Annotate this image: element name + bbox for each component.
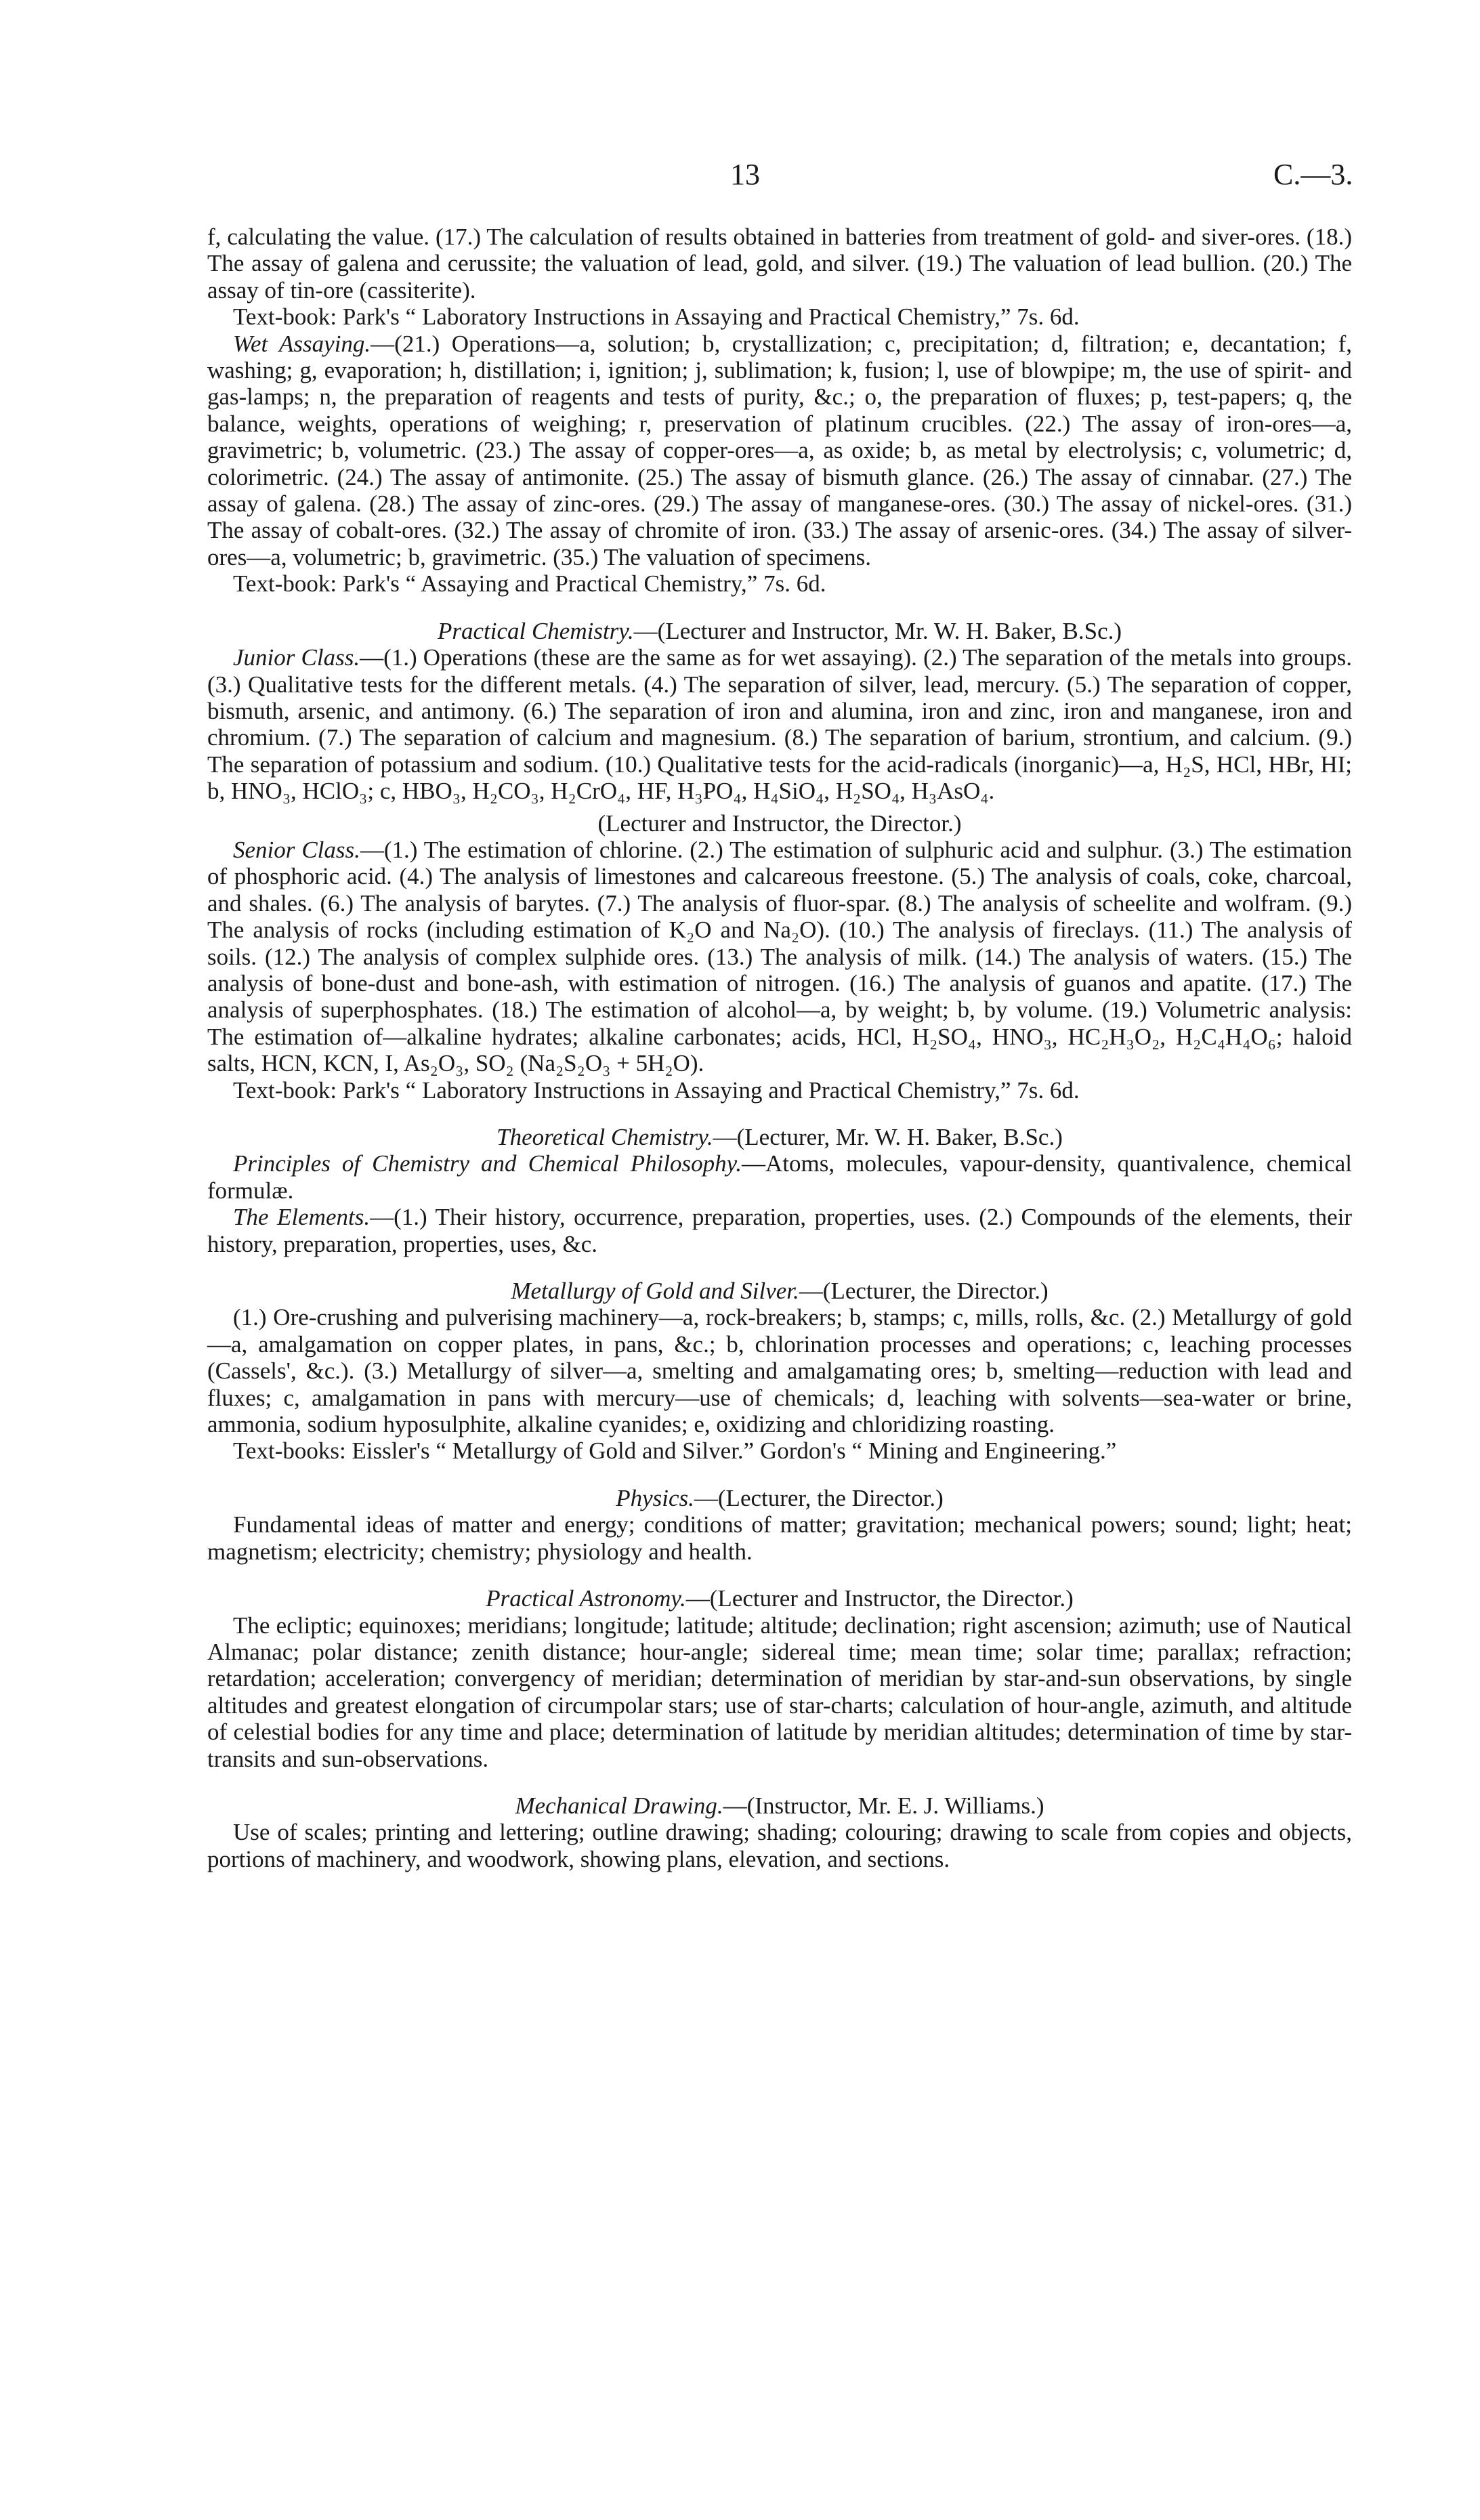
section-heading-practical-chemistry xyxy=(207,618,1352,644)
elements-text: —(1.) Their history, occurrence, preparation, properties, uses. (2.) Compounds of the elements, their history, preparation, properties, uses, &c. xyxy=(207,1204,1352,1257)
section-title: Metallurgy of Gold and Silver. xyxy=(511,1278,799,1305)
section-heading-metallurgy xyxy=(207,1278,1352,1304)
section-lecturer: —(Lecturer and Instructor, the Director.) xyxy=(685,1585,1074,1612)
section-lecturer: —(Instructor, Mr. E. J. Williams.) xyxy=(723,1792,1044,1819)
wet-assaying-label: Wet Assaying. xyxy=(233,330,371,357)
junior-class-text: —(1.) Operations (these are the same as for wet assaying). (2.) The separation of the metals into groups. (3.) Qualitative tests for the different metals. (4.) The separation of silver, lead, mercury. (5.) The separation of copper, bismuth, arsenic, and antimony. (6.) The separation of iron and alumina, iron and zinc, iron and manganese, iron and chromium. (7.) The separation of calcium and magnesium. (8.) The separation of barium, strontium, and calcium. (9.) The separation of potassium and sodium. (10.) Qualitative tests for the acid-radicals (inorganic)—a, H₂S, HCl, HBr, HI; b, HNO₃, HClO₃; c, HBO₃, H₂CO₃, H₂CrO₄, HF, H₃PO₄, H₄SiO₄, H₂SO₄, H₃AsO₄. xyxy=(207,644,1352,805)
section-title: Practical Astronomy. xyxy=(486,1585,686,1612)
section-lecturer: —(Lecturer and Instructor, Mr. W. H. Baker, B.Sc.) xyxy=(633,617,1122,644)
textbook-line: Text-book: Park's “ Laboratory Instructions in Assaying and Practical Chemistry,” 7s. 6d. xyxy=(233,1076,1080,1104)
senior-class-paragraph xyxy=(207,837,1352,1077)
section-title: Practical Chemistry. xyxy=(437,617,634,644)
section-heading-theoretical-chemistry xyxy=(207,1124,1352,1150)
junior-class-label: Junior Class. xyxy=(233,644,360,671)
metallurgy-paragraph: (1.) Ore-crushing and pulverising machinery—a, rock-breakers; b, stamps; c, mills, rolls, &c. (2.) Metallurgy of gold—a, amalgamation on copper plates, in pans, &c.; b, chlorination processes and operations; c, leaching processes (Cassels', &c.). (3.) Metallurgy of silver—a, smelting and amalgamating ores; b, smelting—reduction with lead and fluxes; c, amalgamation in pans with mercury—use of chemicals; d, leaching with solvents—sea-water or brine, ammonia, sodium hyposulphite, alkaline cyanides; e, oxidizing and chloridizing roasting. xyxy=(207,1304,1352,1438)
senior-lecturer-heading: (Lecturer and Instructor, the Director.) xyxy=(597,810,962,837)
senior-class-label: Senior Class. xyxy=(233,836,360,863)
textbook-line: Text-books: Eissler's “ Metallurgy of Gold and Silver.” Gordon's “ Mining and Engineering.” xyxy=(233,1437,1117,1465)
section-heading-physics xyxy=(207,1485,1352,1511)
section-lecturer: —(Lecturer, Mr. W. H. Baker, B.Sc.) xyxy=(713,1124,1063,1150)
drawing-paragraph: Use of scales; printing and lettering; outline drawing; shading; colouring; drawing to scale from copies and objects, portions of machinery, and woodwork, showing plans, elevation, and sections. xyxy=(207,1819,1352,1872)
page-code: C.—3. xyxy=(1273,158,1353,191)
page-number: 13 xyxy=(730,158,760,191)
principles-paragraph xyxy=(207,1150,1352,1204)
principles-text: —Atoms, molecules, vapour-density, quantivalence, chemical formulæ. xyxy=(207,1150,1353,1204)
principles-label: Principles of Chemistry and Chemical Philosophy. xyxy=(233,1150,742,1177)
paragraph-continued: f, calculating the value. (17.) The calculation of results obtained in batteries from treatment of gold- and siver-ores. (18.) The assay of galena and cerussite; the valuation of lead, gold, and silver. (19.) The valuation of lead bullion. (20.) The assay of tin-ore (cassiterite). xyxy=(207,224,1352,303)
textbook-line: Text-book: Park's “ Assaying and Practical Chemistry,” 7s. 6d. xyxy=(233,570,826,597)
page-body xyxy=(207,224,1352,1872)
astronomy-paragraph: The ecliptic; equinoxes; meridians; longitude; latitude; altitude; declination; right ascension; azimuth; use of Nautical Almanac; polar distance; zenith distance; hour-angle; sidereal time; mean time; solar time; parallax; refraction; retardation; acceleration; convergency of meridian; determination of meridian by star-and-sun observations, by single altitudes and greatest elongation of circumpolar stars; use of star-charts; calculation of hour-angle, azimuth, and altitude of celestial bodies for any time and place; determination of latitude by meridian altitudes; determination of time by star-transits and sun-observations. xyxy=(207,1612,1352,1772)
textbook-line: Text-book: Park's “ Laboratory Instructions in Assaying and Practical Chemistry,” 7s. 6d. xyxy=(233,303,1080,331)
elements-paragraph xyxy=(207,1204,1352,1257)
section-title: Physics. xyxy=(616,1484,694,1511)
section-heading-drawing xyxy=(207,1792,1352,1819)
senior-class-text: —(1.) The estimation of chlorine. (2.) The estimation of sulphuric acid and sulphur. (3.) The estimation of phosphoric acid. (4.) The analysis of limestones and calcareous freestone. (5.) The analysis of coals, coke, charcoal, and shales. (6.) The analysis of barytes. (7.) The analysis of fluor-spar. (8.) The analysis of scheelite and wolfram. (9.) The analysis of rocks (including estimation of K₂O and Na₂O). (10.) The analysis of fireclays. (11.) The analysis of soils. (12.) The analysis of complex sulphide ores. (13.) The analysis of milk. (14.) The analysis of waters. (15.) The analysis of bone-dust and bone-ash, with estimation of nitrogen. (16.) The analysis of guanos and apatite. (17.) The analysis of superphosphates. (18.) The estimation of alcohol—a, by weight; b, by volume. (19.) Volumetric analysis: The estimation of—alkaline hydrates; alkaline carbonates; acids, HCl, H₂SO₄, HNO₃, HC₂H₃O₂, H₂C₄H₄O₆; haloid salts, HCN, KCN, I, As₂O₃, SO₂ (Na₂S₂O₃ + 5H₂O). xyxy=(207,836,1352,1077)
junior-class-paragraph xyxy=(207,644,1352,804)
section-title: Theoretical Chemistry. xyxy=(496,1124,713,1150)
section-lecturer: —(Lecturer, the Director.) xyxy=(799,1278,1049,1305)
physics-paragraph: Fundamental ideas of matter and energy; conditions of matter; gravitation; mechanical powers; sound; light; heat; magnetism; electricity; chemistry; physiology and health. xyxy=(207,1511,1352,1565)
section-heading-astronomy xyxy=(207,1585,1352,1612)
elements-label: The Elements. xyxy=(233,1204,371,1231)
section-title: Mechanical Drawing. xyxy=(515,1792,723,1819)
wet-assaying-text: —(21.) Operations—a, solution; b, crystallization; c, precipitation; d, filtration; e, decantation; f, washing; g, evaporation; h, distillation; i, ignition; j, sublimation; k, fusion; l, use of blowpipe; m, the use of spirit- and gas-lamps; n, the preparation of reagents and tests of purity, &c.; o, the preparation of fluxes; p, test-papers; q, the balance, weights, operations of weighing; r, preservation of platinum crucibles. (22.) The assay of iron-ores—a, gravimetric; b, volumetric. (23.) The assay of copper-ores—a, as oxide; b, as metal by electrolysis; c, volumetric; d, colorimetric. (24.) The assay of antimonite. (25.) The assay of bismuth glance. (26.) The assay of cinnabar. (27.) The assay of galena. (28.) The assay of zinc-ores. (29.) The assay of manganese-ores. (30.) The assay of nickel-ores. (31.) The assay of cobalt-ores. (32.) The assay of chromite of iron. (33.) The assay of arsenic-ores. (34.) The assay of silver-ores—a, volumetric; b, gravimetric. (35.) The valuation of specimens. xyxy=(207,330,1353,570)
section-lecturer: —(Lecturer, the Director.) xyxy=(694,1484,944,1511)
wet-assaying-paragraph xyxy=(207,331,1352,571)
